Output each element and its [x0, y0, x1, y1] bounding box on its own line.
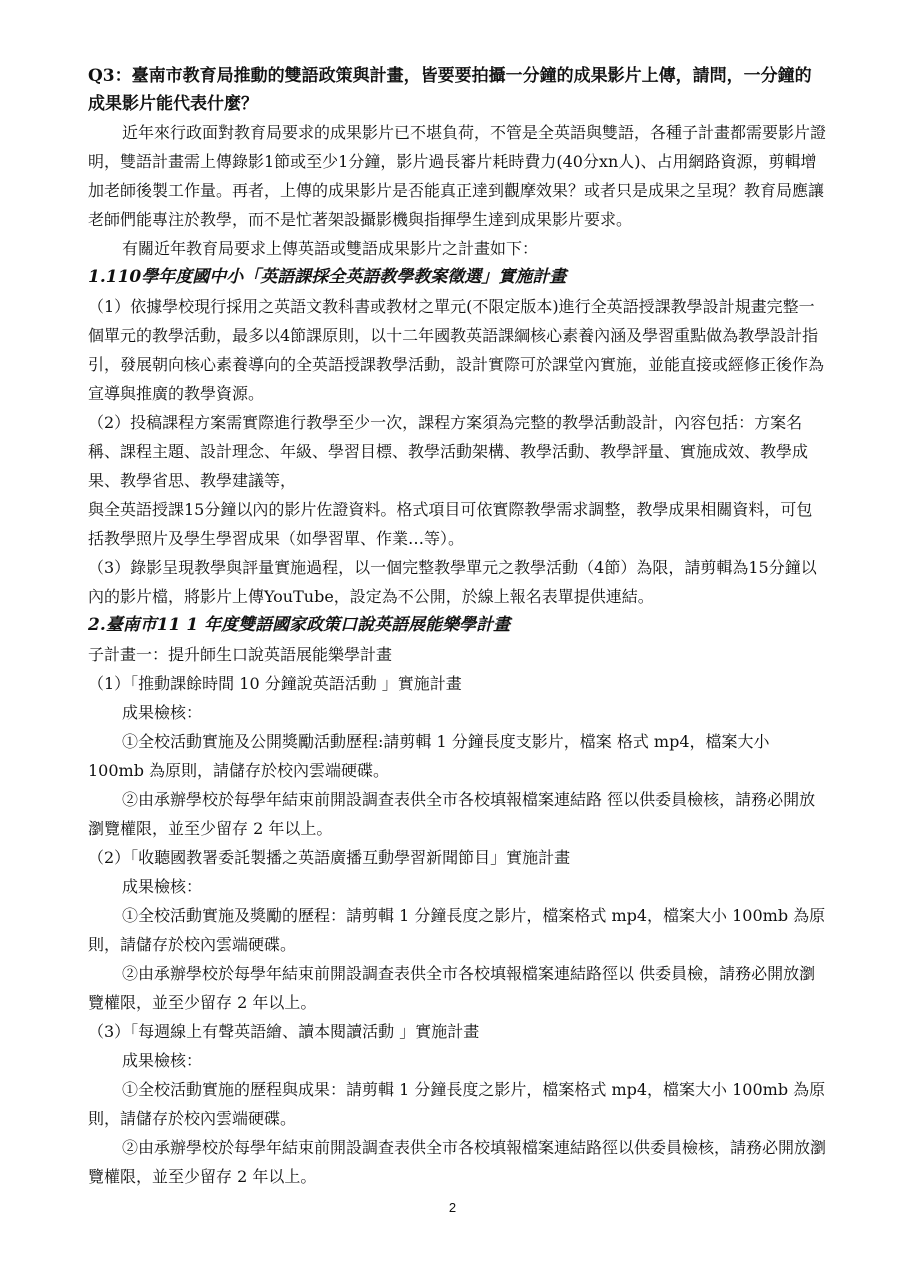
plan-heading: （2）「收聽國教署委託製播之英語廣播互動學習新聞節目」實施計畫	[88, 848, 571, 867]
question-title: Q3：臺南市教育局推動的雙語政策與計畫，皆要要拍攝一分鐘的成果影片上傳，請問，一分鐘的成果影片能代表什麼？	[88, 66, 812, 114]
check-label: 成果檢核：	[122, 703, 203, 722]
intro-lead: 有關近年教育局要求上傳英語或雙語成果影片之計畫如下：	[122, 239, 539, 258]
plan-heading: （3）「每週線上有聲英語繪、讀本閱讀活動 」實施計畫	[88, 1022, 480, 1041]
check-item: ①全校活動實施及獎勵的歷程：請剪輯 1 分鐘長度之影片，檔案格式 mp4，檔案大小 100mb 為原則，請儲存於校內雲端硬碟。	[88, 906, 826, 954]
section1-title: 1.110學年度國中小「英語課採全英語教學教案徵選」實施計畫	[88, 267, 567, 287]
check-label: 成果檢核：	[122, 1051, 203, 1070]
check-label: 成果檢核：	[122, 877, 203, 896]
section1-item: （3）錄影呈現教學與評量實施過程，以一個完整教學單元之教學活動（4節）為限，請剪輯為15分鐘以內的影片檔，將影片上傳YouTube，設定為不公開，於線上報名表單提供連結。	[88, 558, 817, 606]
section1-item: （2）投稿課程方案需實際進行教學至少一次，課程方案須為完整的教學活動設計，內容包括：方案名稱、課程主題、設計理念、年級、學習目標、教學活動架構、教學活動、教學評量、實施成效、教學成果、教學省思、教學建議等，	[88, 413, 809, 490]
subplan-title: 子計畫一：提升師生口說英語展能樂學計畫	[88, 645, 393, 664]
intro-paragraph: 近年來行政面對教育局要求的成果影片已不堪負荷，不管是全英語與雙語，各種子計畫都需要影片證明，雙語計畫需上傳錄影1節或至少1分鐘，影片過長審片耗時費力(40分xn人)、占用網路資源，剪輯增加老師後製工作量。再者，上傳的成果影片是否能真正達到觀摩效果？或者只是成果之呈現？教育局應讓老師們能專注於教學，而不是忙著架設攝影機與指揮學生達到成果影片要求。	[88, 123, 827, 229]
check-item: ①全校活動實施及公開獎勵活動歷程:請剪輯 1 分鐘長度支影片，檔案 格式 mp4，檔案大小 100mb 為原則，請儲存於校內雲端硬碟。	[88, 732, 770, 780]
check-item: ②由承辦學校於每學年結束前開設調查表供全市各校填報檔案連結路徑以 供委員檢，請務必開放瀏覽權限，並至少留存 2 年以上。	[88, 964, 816, 1012]
section1-item: 與全英語授課15分鐘以內的影片佐證資料。格式項目可依實際教學需求調整，教學成果相關資料，可包括教學照片及學生學習成果（如學習單、作業…等）。	[88, 500, 813, 548]
plan-heading: （1）「推動課餘時間 10 分鐘說英語活動 」實施計畫	[88, 674, 462, 693]
document-body	[88, 118, 828, 1191]
check-item: ②由承辦學校於每學年結束前開設調查表供全市各校填報檔案連結路 徑以供委員檢核，請務必開放瀏覽權限，並至少留存 2 年以上。	[88, 790, 816, 838]
check-item: ②由承辦學校於每學年結束前開設調查表供全市各校填報檔案連結路徑以供委員檢核，請務必開放瀏覽權限，並至少留存 2 年以上。	[88, 1138, 827, 1186]
section2-title: 2.臺南市11 1 年度雙語國家政策口說英語展能樂學計畫	[88, 615, 511, 635]
page-number: 2	[448, 1200, 457, 1215]
check-item: ①全校活動實施的歷程與成果：請剪輯 1 分鐘長度之影片，檔案格式 mp4，檔案大小 100mb 為原則，請儲存於校內雲端硬碟。	[88, 1080, 826, 1128]
section1-item: （1）依據學校現行採用之英語文教科書或教材之單元(不限定版本)進行全英語授課教學設計規畫完整一個單元的教學活動，最多以4節課原則，以十二年國教英語課綱核心素養內涵及學習重點做為教學設計指引，發展朝向核心素養導向的全英語授課教學活動，設計實際可於課堂內實施，並能直接或經修正後作為宣導與推廣的教學資源。	[88, 297, 825, 403]
